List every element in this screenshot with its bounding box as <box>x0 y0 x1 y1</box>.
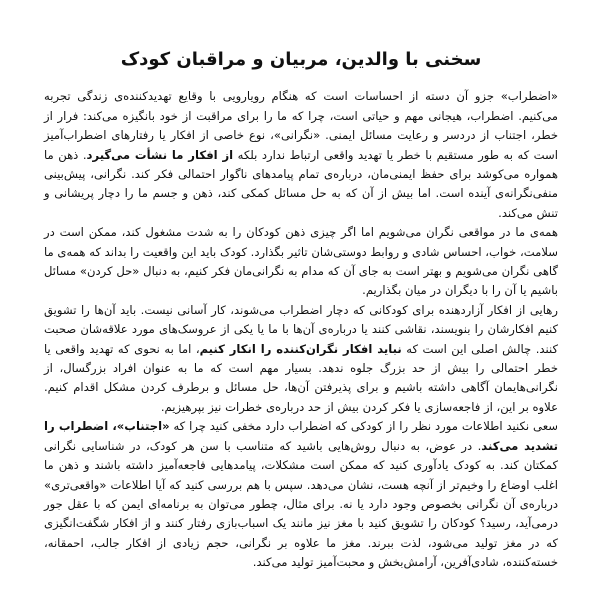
text-run: . ذهن ما همواره می‌کوشد برای حفظ ایمنی‌مان، درباره‌ی تمام پیامدهای ناگوار احتمالی فکر کند. نگرانی، پیش‌بینی منفی‌نگرانه‌ی آینده است. اما بیش از آن که به حل مسائل کمکی کند، ذهن و جسم ما را دچار پریشانی و تنش می‌کند. <box>44 147 558 220</box>
text-run: . در عوض، به دنبال روش‌هایی باشید که متناسب با سن هر کودک، در شناسایی نگرانی کمکتان کند. به کودک یادآوری کنید که ممکن است مشکلات، پیامدهایی فاجعه‌آمیز داشته باشند و ذهن ما اغلب اوضاع را وخیم‌تر از آنچه هست، نشان می‌دهد. سپس با هم بررسی کنید که آیا اطلاعات «واقعی‌تری» درباره‌ی آن نگرانی بخصوص وجود دارد یا نه. برای مثال، چطور می‌توان به برنامه‌ای ایمن که با عقل جور درمی‌آید، رسید؟ کودکان را تشویق کنید با مغز نیز مانند یک اسباب‌بازی رفتار کنند و از افکار شگفت‌انگیزی که در مغز تولید می‌شود، لذت ببرند. مغز ما علاوه بر نگرانی، حجم زیادی از افکار جالب، احمقانه، خسته‌کننده، شادی‌آفرین، آرامش‌بخش و محبت‌آمیز تولید می‌کند. <box>44 438 558 570</box>
text-run: همه‌ی ما در مواقعی نگران می‌شویم اما اگر چیزی ذهن کودکان را به شدت مشغول کند، ممکن است در سلامت، خواب، احساس شادی و روابط دوستی‌شان تاثیر بگذارد. کودک باید این واقعیت را بداند که همه‌ی ما گاهی نگران می‌شویم و بهتر است به جای آن که مدام به نگرانی‌مان فکر کنیم، به دنبال «حل کردن» مسائل باشیم یا آن را با دیگران در میان بگذاریم. <box>44 225 558 298</box>
paragraph <box>44 301 558 417</box>
body-text <box>44 87 558 572</box>
text-run: «اضطراب» جزو آن دسته از احساسات است که هنگام رویارویی با وقایع تهدیدکننده‌ی زندگی تجربه می‌کنیم. اضطراب، هیجانی مهم و حیاتی است، چرا که ما را برای مراقبت از خود بانگیزه می‌کند: فرار از خطر، اجتناب از دردسر و رعایت مسائل ایمنی. «نگرانی»، نوع خاصی از افکار یا رفتارهای اضطراب‌آمیز است که به طور مستقیم با خطر یا تهدید واقعی ارتباط ندارد بلکه <box>44 89 558 162</box>
page-title: سخنی با والدین، مربیان و مراقبان کودک <box>120 49 482 70</box>
paragraph <box>44 87 558 223</box>
paragraph <box>44 223 558 301</box>
text-run: رهایی از افکار آزاردهنده برای کودکانی که دچار اضطراب می‌شوند، کار آسانی نیست. باید آن‌ها را تشویق کنیم افکارشان را بنویسند، نقاشی کنند یا درباره‌ی آن‌ها با ما یا یکی از عروسک‌های مورد علاقه‌شان صحبت کنند. چالش اصلی این است که <box>44 302 558 356</box>
text-run: سعی نکنید اطلاعات مورد نظر را از کودکی که اضطراب دارد مخفی کنید چرا که <box>169 419 558 434</box>
bold-text: «اجتناب»، اضطراب را تشدید می‌کند <box>44 419 559 453</box>
paragraph <box>44 417 558 572</box>
text-run: ، اما به نحوی که تهدید واقعی یا خطر احتمالی را بیش از حد بزرگ جلوه ندهد. بسیار مهم است که ما به عنوان افراد بزرگسال، از نگرانی‌هایمان آگاهی داشته باشیم و برای پذیرفتن آن‌ها، حل مسائل و برطرف کردن مشکل اقدام کنیم. علاوه بر این، از فاجعه‌سازی یا فکر کردن بیش از حد درباره‌ی خطرات نیز بپرهیزیم. <box>44 341 558 414</box>
bold-text: نباید افکار نگران‌کننده را انکار کنیم <box>199 341 402 356</box>
bold-text: از افکار ما نشأت می‌گیرد <box>86 147 234 162</box>
